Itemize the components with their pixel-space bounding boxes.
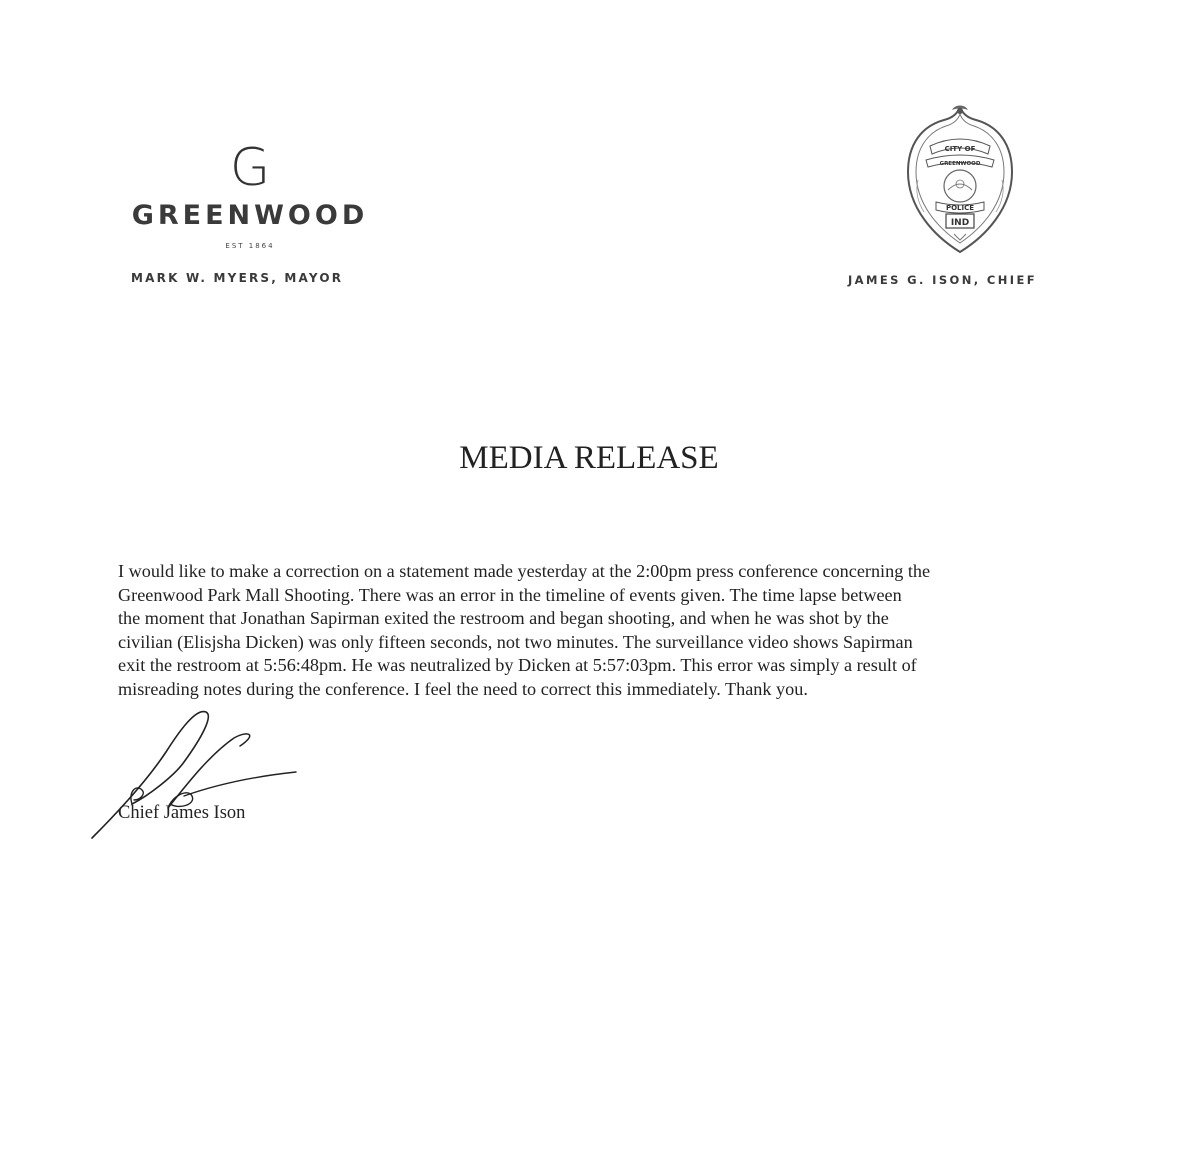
signer-name: Chief James Ison [118, 803, 246, 823]
mayor-name: MARK W. MYERS, MAYOR [131, 271, 344, 285]
badge-text-greenwood: GREENWOOD [939, 161, 981, 167]
city-logo-letter: G [229, 138, 271, 198]
body-line: Greenwood Park Mall Shooting. There was an error in the timeline of events given. The time lapse between [118, 584, 902, 605]
body-line: civilian (Elisjsha Dicken) was only fifteen seconds, not two minutes. The surveillance video shows Sapirman [118, 631, 913, 652]
document-title: MEDIA RELEASE [459, 440, 719, 476]
police-badge-icon [900, 100, 1020, 258]
body-line: exit the restroom at 5:56:48pm. He was neutralized by Dicken at 5:57:03pm. This error was simply a result of [118, 655, 917, 676]
badge-text-city-of: CITY OF [944, 145, 976, 153]
body-paragraph [118, 560, 1078, 702]
body-line: the moment that Jonathan Sapirman exited the restroom and began shooting, and when he was shot by the [118, 608, 889, 629]
body-line: misreading notes during the conference. I feel the need to correct this immediately. Thank you. [118, 678, 808, 699]
chief-name: JAMES G. ISON, CHIEF [848, 273, 1037, 287]
city-name: GREENWOOD [131, 200, 369, 231]
city-established: EST 1864 [225, 242, 275, 250]
badge-text-police: POLICE [945, 204, 975, 212]
badge-text-ind: IND [950, 218, 970, 228]
body-line: I would like to make a correction on a statement made yesterday at the 2:00pm press conference concerning the [118, 561, 931, 581]
